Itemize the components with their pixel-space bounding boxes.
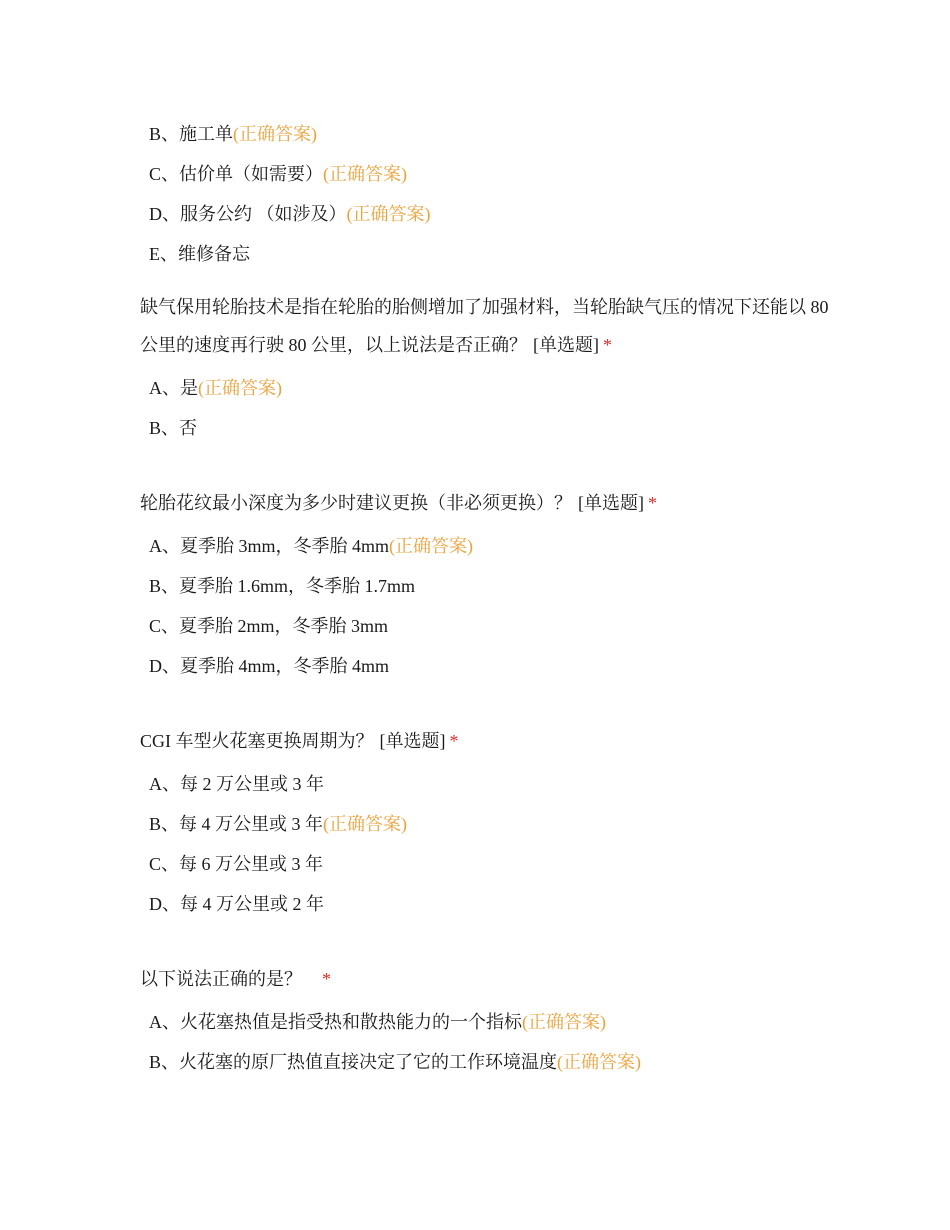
- correct-answer-mark: (正确答案): [198, 378, 282, 398]
- option-q0-c: C、估价单（如需要）(正确答案): [149, 164, 408, 184]
- question-1-options: [140, 368, 830, 448]
- option-q0-d: D、服务公约 （如涉及）(正确答案): [149, 204, 431, 224]
- question-1-text: 缺气保用轮胎技术是指在轮胎的胎侧增加了加强材料，当轮胎缺气压的情况下还能以 80 公里的速度再行驶 80 公里，以上说法是否正确？ [单选题] *: [140, 297, 829, 355]
- option-q3-b: B、每 4 万公里或 3 年(正确答案): [149, 814, 408, 834]
- option-q3-a: A、每 2 万公里或 3 年: [149, 774, 324, 794]
- option-q3-d: D、每 4 万公里或 2 年: [149, 894, 324, 914]
- required-star: *: [603, 335, 612, 355]
- correct-answer-mark: (正确答案): [323, 164, 408, 184]
- option-q2-b: B、夏季胎 1.6mm，冬季胎 1.7mm: [149, 576, 416, 596]
- option-q4-b: B、火花塞的原厂热值直接决定了它的工作环境温度(正确答案): [149, 1052, 642, 1072]
- correct-answer-mark: (正确答案): [522, 1012, 606, 1032]
- correct-answer-mark: (正确答案): [557, 1052, 642, 1072]
- option-q3-c: C、每 6 万公里或 3 年: [149, 854, 324, 874]
- question-2-text: 轮胎花纹最小深度为多少时建议更换（非必须更换）？ [单选题] *: [140, 493, 657, 513]
- required-star: *: [322, 969, 331, 989]
- required-star: *: [449, 731, 459, 751]
- question-4-options: [140, 1002, 830, 1082]
- quiz-content: [140, 114, 830, 1082]
- correct-answer-mark: (正确答案): [323, 814, 408, 834]
- question-4-text: 以下说法正确的是？ *: [140, 969, 331, 989]
- option-q0-e: E、维修备忘: [149, 244, 250, 264]
- correct-answer-mark: (正确答案): [233, 124, 318, 144]
- required-star: *: [648, 493, 657, 513]
- correct-answer-mark: (正确答案): [389, 536, 474, 556]
- option-q2-d: D、夏季胎 4mm，冬季胎 4mm: [149, 656, 390, 676]
- question-type-tag: [单选题]: [533, 335, 599, 355]
- option-q0-b: B、施工单(正确答案): [149, 124, 318, 144]
- question-3-text: CGI 车型火花塞更换周期为？ [单选题] *: [140, 731, 459, 751]
- option-q1-a: A、是(正确答案): [149, 378, 282, 398]
- option-q1-b: B、否: [149, 418, 198, 438]
- option-q2-c: C、夏季胎 2mm，冬季胎 3mm: [149, 616, 389, 636]
- question-2-options: [140, 526, 830, 686]
- question-type-tag: [单选题]: [379, 731, 446, 751]
- question-type-tag: [单选题]: [578, 493, 644, 513]
- option-q4-a: A、火花塞热值是指受热和散热能力的一个指标(正确答案): [149, 1012, 606, 1032]
- question-0-options: [140, 114, 830, 274]
- option-q2-a: A、夏季胎 3mm，冬季胎 4mm(正确答案): [149, 536, 474, 556]
- question-3-options: [140, 764, 830, 924]
- correct-answer-mark: (正确答案): [346, 204, 431, 224]
